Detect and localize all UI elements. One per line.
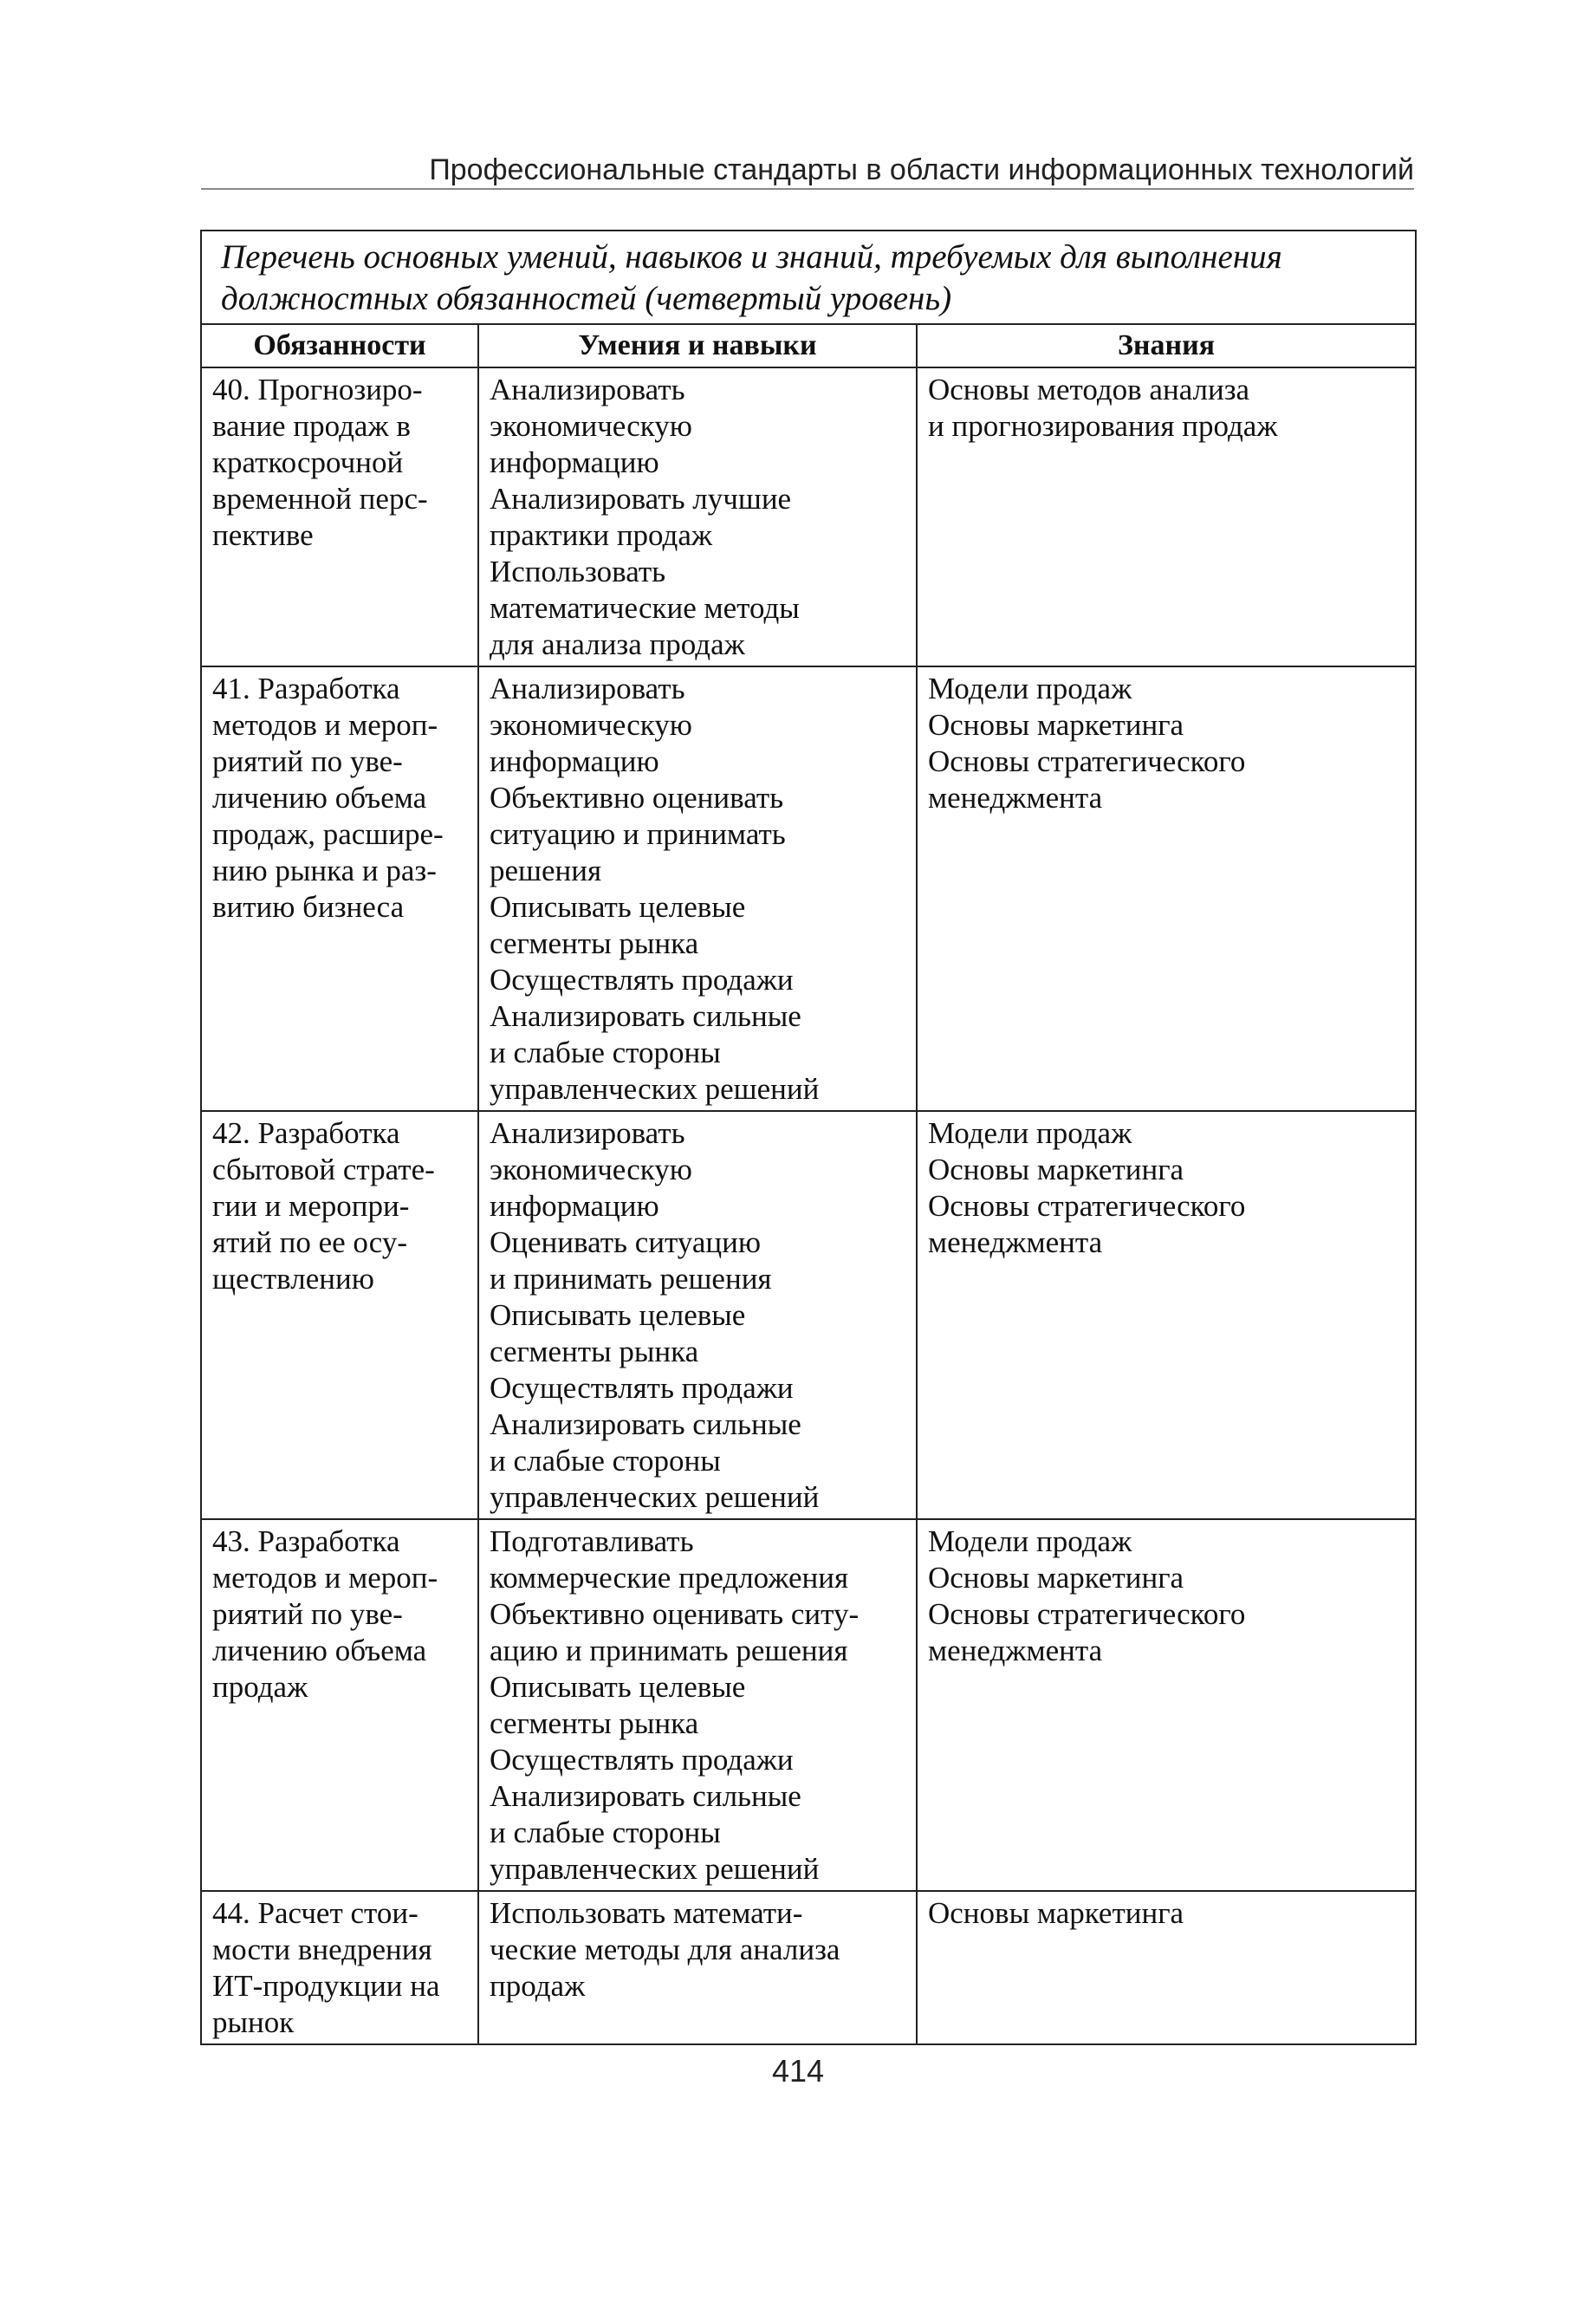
cell-line: Осуществлять продажи	[490, 963, 794, 997]
cell-line: риятий по уве-	[212, 744, 403, 778]
cell-line: Анализировать	[490, 672, 685, 705]
cell-line: информацию	[490, 744, 659, 778]
cell-line: математические методы	[490, 591, 800, 625]
running-header: Профессиональные стандарты в области информационных технологий	[429, 153, 1414, 186]
table-header-row	[201, 324, 1416, 367]
cell-line: сегменты рынка	[490, 1706, 699, 1740]
cell-line: продаж, расшире-	[212, 817, 444, 851]
duty-cell	[201, 1891, 478, 2044]
table-caption-row	[201, 231, 1416, 324]
cell-line: управленческих решений	[490, 1072, 820, 1106]
cell-line: и слабые стороны	[490, 1816, 721, 1849]
cell-line: Анализировать сильные	[490, 1407, 801, 1441]
cell-line: Объективно оценивать ситу-	[490, 1597, 860, 1631]
cell-line: ществлению	[212, 1262, 374, 1296]
cell-line: и слабые стороны	[490, 1036, 721, 1069]
cell-line: решения	[490, 854, 602, 887]
skills-cell	[478, 1111, 917, 1519]
cell-line: продаж	[490, 1969, 586, 2003]
cell-line: краткосрочной	[212, 445, 404, 479]
caption-line: Перечень основных умений, навыков и знаний, требуемых для выполнения	[221, 238, 1282, 276]
cell-line: Оценивать ситуацию	[490, 1225, 761, 1259]
cell-line: Подготавливать	[490, 1524, 694, 1558]
cell-line: управленческих решений	[490, 1852, 820, 1886]
column-header-skills: Умения и навыки	[478, 324, 917, 367]
cell-line: управленческих решений	[490, 1480, 820, 1514]
cell-line: Осуществлять продажи	[490, 1371, 794, 1405]
cell-line: Основы стратегического	[928, 744, 1246, 778]
cell-line: Объективно оценивать	[490, 781, 784, 815]
cell-line: менеджмента	[928, 1225, 1103, 1259]
table-row	[201, 1891, 1416, 2044]
duty-cell	[201, 666, 478, 1111]
cell-line: экономическую	[490, 1153, 692, 1186]
cell-line: сегменты рынка	[490, 926, 699, 960]
knowledge-cell	[917, 1111, 1416, 1519]
skills-table	[200, 230, 1417, 2045]
cell-line: витию бизнеса	[212, 890, 405, 924]
cell-line: и слабые стороны	[490, 1444, 721, 1478]
cell-line: нию рынка и раз-	[212, 854, 437, 887]
table-row	[201, 1111, 1416, 1519]
cell-line: мости внедрения	[212, 1933, 432, 1966]
cell-line: Модели продаж	[928, 672, 1132, 705]
cell-line: гии и меропри-	[212, 1189, 410, 1223]
cell-line: Описывать целевые	[490, 1298, 746, 1332]
cell-line: рынок	[212, 2005, 295, 2039]
table-caption	[201, 231, 1416, 324]
page-number: 414	[771, 2053, 825, 2089]
table-row	[201, 666, 1416, 1111]
duty-cell	[201, 1519, 478, 1891]
cell-line: вание продаж в	[212, 409, 411, 443]
cell-line: продаж	[212, 1670, 308, 1704]
cell-line: Описывать целевые	[490, 890, 746, 924]
column-header-duties: Обязанности	[201, 324, 478, 367]
table-row	[201, 1519, 1416, 1891]
cell-line: Анализировать сильные	[490, 1779, 801, 1813]
cell-line: 41. Разработка	[212, 672, 400, 705]
cell-line: ческие методы для анализа	[490, 1933, 840, 1966]
cell-line: Анализировать лучшие	[490, 482, 792, 516]
cell-line: Модели продаж	[928, 1524, 1132, 1558]
cell-line: Основы маркетинга	[928, 1153, 1184, 1186]
cell-line: 43. Разработка	[212, 1524, 400, 1558]
cell-line: экономическую	[490, 409, 692, 443]
table-body	[201, 367, 1416, 2044]
skills-cell	[478, 1891, 917, 2044]
cell-line: Основы маркетинга	[928, 708, 1184, 742]
cell-line: Основы стратегического	[928, 1597, 1246, 1631]
cell-line: сбытовой страте-	[212, 1153, 435, 1186]
cell-line: риятий по уве-	[212, 1597, 403, 1631]
cell-line: Описывать целевые	[490, 1670, 746, 1704]
cell-line: Использовать математи-	[490, 1896, 803, 1930]
cell-line: коммерческие предложения	[490, 1561, 849, 1595]
cell-line: ацию и принимать решения	[490, 1634, 848, 1667]
cell-line: 42. Разработка	[212, 1116, 400, 1150]
header-rule	[201, 188, 1414, 190]
cell-line: методов и мероп-	[212, 708, 438, 742]
cell-line: Анализировать	[490, 1116, 685, 1150]
cell-line: Анализировать сильные	[490, 999, 801, 1033]
cell-line: менеджмента	[928, 1634, 1103, 1667]
cell-line: 44. Расчет стои-	[212, 1896, 418, 1930]
cell-line: Использовать	[490, 555, 666, 588]
cell-line: Основы маркетинга	[928, 1896, 1184, 1930]
cell-line: методов и мероп-	[212, 1561, 438, 1595]
knowledge-cell	[917, 1891, 1416, 2044]
cell-line: личению объема	[212, 781, 427, 815]
cell-line: Основы методов анализа	[928, 373, 1250, 406]
skills-cell	[478, 1519, 917, 1891]
cell-line: и прогнозирования продаж	[928, 409, 1278, 443]
cell-line: и принимать решения	[490, 1262, 772, 1296]
skills-cell	[478, 666, 917, 1111]
duty-cell	[201, 1111, 478, 1519]
cell-line: 40. Прогнозиро-	[212, 373, 423, 406]
cell-line: ИТ-продукции на	[212, 1969, 440, 2003]
cell-line: временной перс-	[212, 482, 428, 516]
skills-cell	[478, 367, 917, 666]
knowledge-cell	[917, 1519, 1416, 1891]
knowledge-cell	[917, 666, 1416, 1111]
cell-line: Анализировать	[490, 373, 685, 406]
cell-line: ситуацию и принимать	[490, 817, 786, 851]
cell-line: ятий по ее осу-	[212, 1225, 408, 1259]
cell-line: практики продаж	[490, 518, 713, 552]
cell-line: сегменты рынка	[490, 1335, 699, 1368]
cell-line: Основы стратегического	[928, 1189, 1246, 1223]
cell-line: Основы маркетинга	[928, 1561, 1184, 1595]
cell-line: для анализа продаж	[490, 627, 745, 661]
caption-line: должностных обязанностей (четвертый уровень)	[221, 280, 952, 317]
cell-line: пективе	[212, 518, 314, 552]
table-row	[201, 367, 1416, 666]
cell-line: Осуществлять продажи	[490, 1743, 794, 1777]
column-header-knowledge: Знания	[917, 324, 1416, 367]
cell-line: информацию	[490, 445, 659, 479]
duty-cell	[201, 367, 478, 666]
cell-line: личению объема	[212, 1634, 427, 1667]
cell-line: информацию	[490, 1189, 659, 1223]
knowledge-cell	[917, 367, 1416, 666]
cell-line: менеджмента	[928, 781, 1103, 815]
cell-line: экономическую	[490, 708, 692, 742]
cell-line: Модели продаж	[928, 1116, 1132, 1150]
